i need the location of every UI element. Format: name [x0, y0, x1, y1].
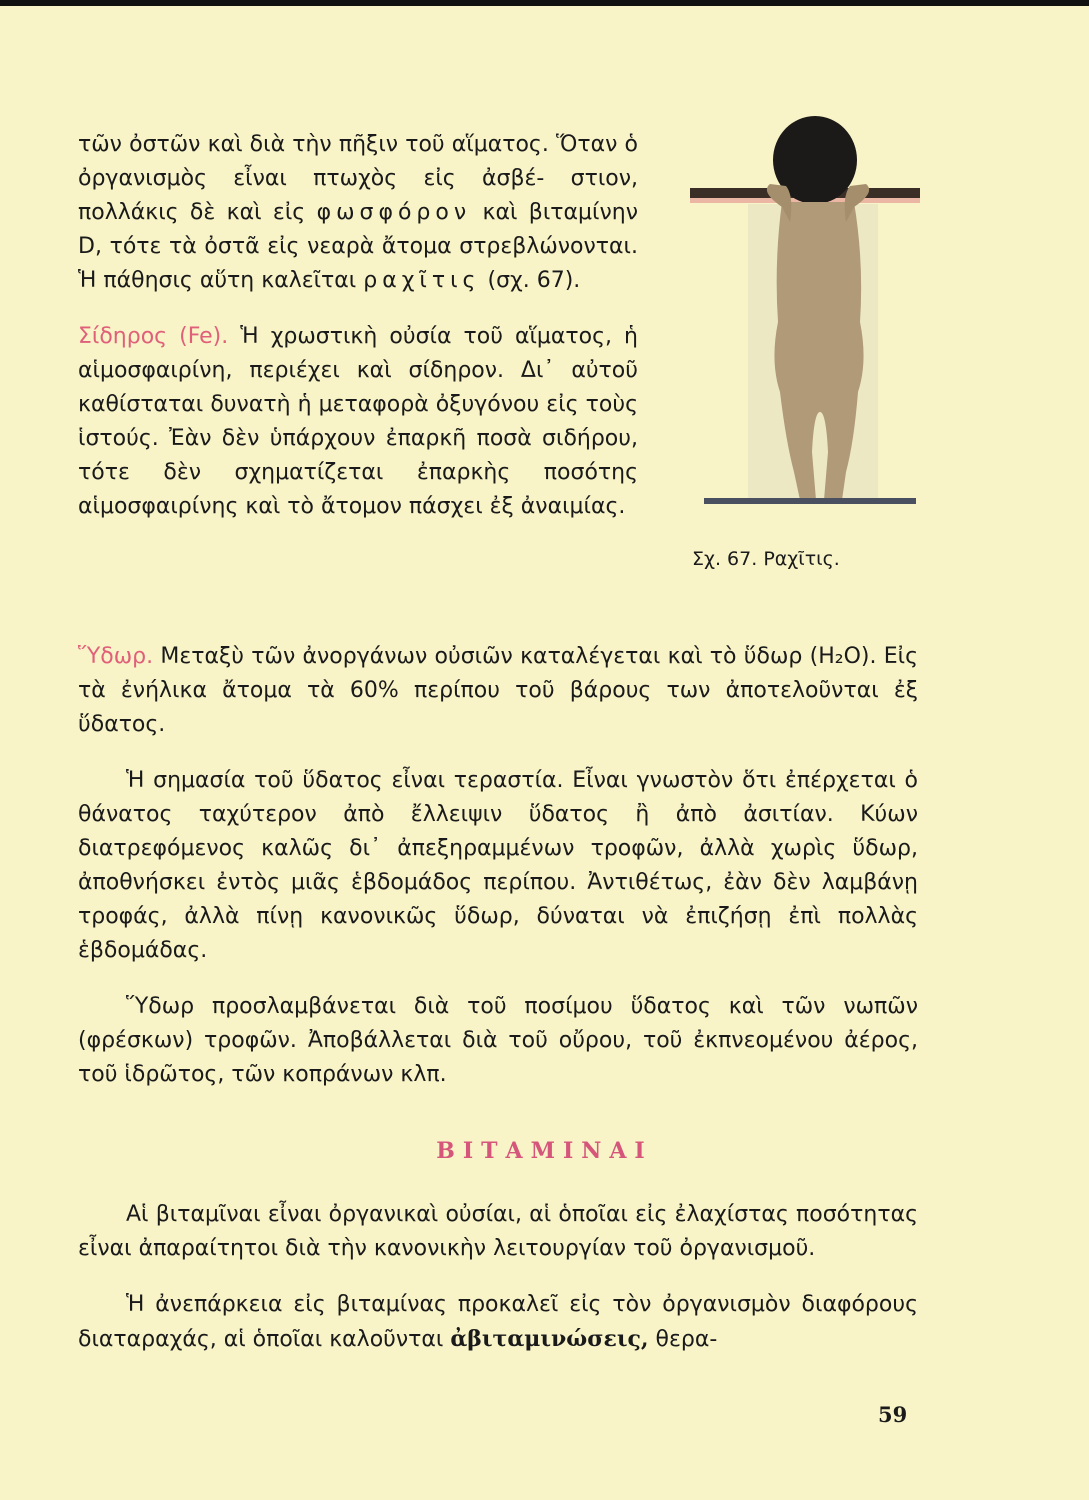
water-section — [78, 640, 918, 1092]
vitamins-paragraph-1: Αἱ βιταμῖναι εἶναι ὀργανικαὶ οὐσίαι, αἱ ὁποῖαι εἰς ἐλαχίστας ποσότητας εἶναι ἀπαραίτητοι διὰ τὴν κανονικὴν λειτουργίαν τοῦ ὀργανισμοῦ. — [78, 1202, 918, 1261]
term-avitaminoses: ἀβιταμινώσεις, — [450, 1326, 649, 1352]
vitamins-heading: ΒΙΤΑΜΙΝΑΙ — [436, 1138, 653, 1164]
iron-paragraph: Σίδηρος (Fe). Ἡ χρωστικὴ οὐσία τοῦ αἵματος, ἡ αἱμοσφαιρίνη, περιέχει καὶ σίδηρον. Δι᾽ αὐτοῦ καθίσταται δυνατὴ ἡ μεταφορὰ ὀξυγόνου εἰς τοὺς ἱστούς. Ἐὰν δὲν ὑπάρχουν ἐπαρκῆ ποσὰ σιδήρου, τότε δὲν σχηματίζεται ἐπαρκὴς ποσότης αἱμοσφαιρίνης καὶ τὸ ἄτομον πάσχει ἐξ ἀναιμίας. — [78, 324, 638, 519]
term-phosphorus: φωσφόρον — [316, 200, 472, 225]
term-rickets: ραχῖτις — [363, 268, 481, 293]
figure-caption: Σχ. 67. Ραχῖτις. — [692, 548, 840, 570]
rickets-figure — [690, 112, 920, 512]
iron-heading: Σίδηρος (Fe). — [78, 324, 229, 349]
water-paragraph-1: Ὕδωρ. Μεταξὺ τῶν ἀνοργάνων οὐσιῶν καταλέγεται καὶ τὸ ὕδωρ (H₂O). Εἰς τὰ ἐνήλικα ἄτομα τὰ 60% περίπου τοῦ βάρους των ἀποτελοῦνται ἐξ ὕδατος. — [78, 644, 918, 737]
water-heading: Ὕδωρ. — [78, 644, 154, 669]
vitamins-paragraph-2: Ἡ ἀνεπάρκεια εἰς βιταμίνας προκαλεῖ εἰς τὸν ὀργανισμὸν διαφόρους διαταραχάς, αἱ ὁποῖαι καλοῦνται ἀβιταμινώσεις, θερα- — [78, 1292, 918, 1352]
water-paragraph-3: Ὕδωρ προσλαμβάνεται διὰ τοῦ ποσίμου ὕδατος καὶ τῶν νωπῶν (φρέσκων) τροφῶν. Ἀποβάλλεται διὰ τοῦ οὔρου, τοῦ ἐκπνεομένου ἀέρος, τοῦ ἱδρῶτος, τῶν κοπράνων κλπ. — [78, 994, 918, 1087]
page-top-edge — [0, 0, 1089, 6]
page-number: 59 — [878, 1402, 908, 1427]
water-paragraph-2: Ἡ σημασία τοῦ ὕδατος εἶναι τεραστία. Εἶναι γνωστὸν ὅτι ἐπέρχεται ὁ θάνατος ταχύτερον ἀπὸ ἔλλειψιν ὕδατος ἢ ἀπὸ ἀσιτίαν. Κύων διατρεφόμενος καλῶς δι᾽ ἀπεξηραμμένων τροφῶν, ἀλλὰ χωρὶς ὕδωρ, ἀποθνήσκει ἐντὸς μιᾶς ἑβδομάδος περίπου. Ἀντιθέτως, ἐὰν δὲν λαμβάνῃ τροφάς, ἀλλὰ πίνῃ κανονικῶς ὕδωρ, δύναται νὰ ἐπιζήσῃ ἐπὶ πολλὰς ἑβδομάδας. — [78, 768, 918, 963]
vitamins-section — [78, 1198, 918, 1357]
left-column-text — [78, 128, 638, 524]
rickets-paragraph: τῶν ὀστῶν καὶ διὰ τὴν πῆξιν τοῦ αἵματος. Ὅταν ὁ ὀργανισμὸς εἶναι πτωχὸς εἰς ἀσβέ- στιον, πολλάκις δὲ καὶ εἰς φωσφόρον καὶ βιταμίνην D, τότε τὰ ὀστᾶ εἰς νεαρὰ ἄτομα στρεβλώνονται. Ἡ πάθησις αὕτη καλεῖται ραχῖτις (σχ. 67). — [78, 132, 639, 293]
figure-floor — [704, 498, 916, 504]
